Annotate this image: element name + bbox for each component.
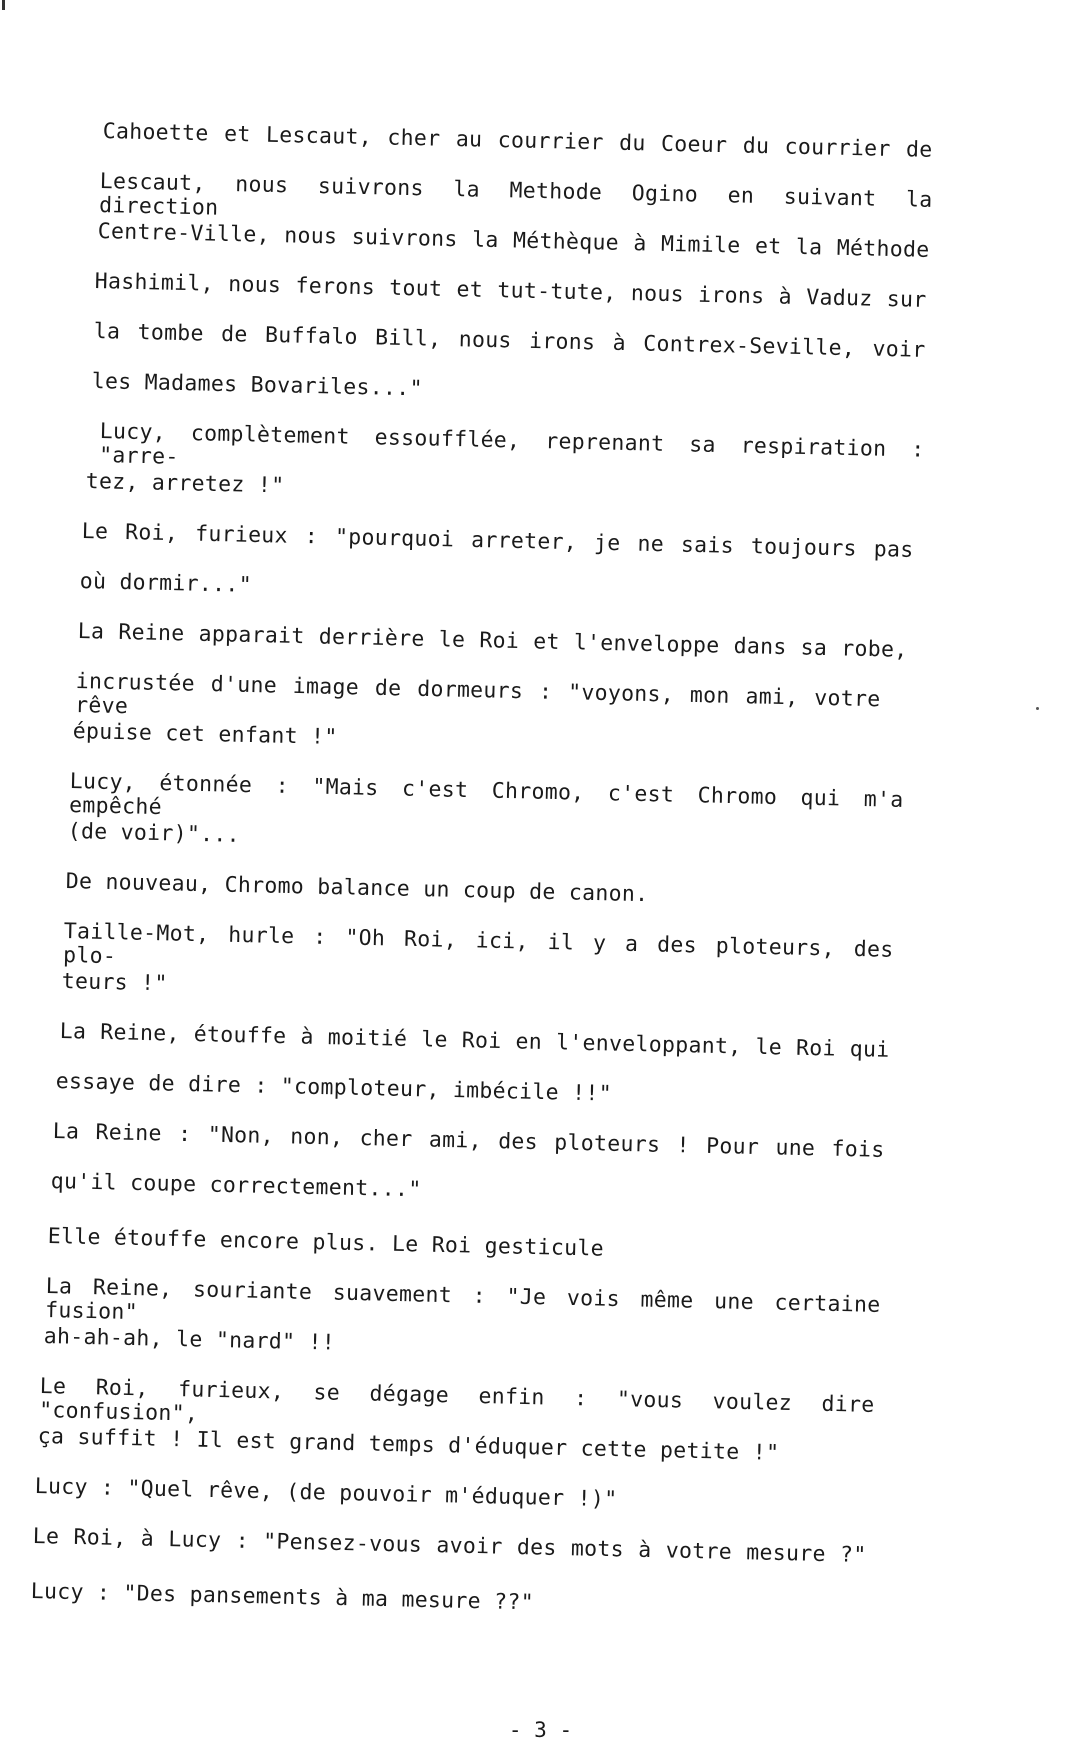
text-line: Lucy : "Quel rêve, (de pouvoir m'éduquer !)" [34,1474,618,1513]
text-line: Lucy : "Des pansements à ma mesure ??" [30,1579,535,1616]
text-line: Centre-Ville, nous suivrons la Méthèque à Mimile et la Méthode [97,219,930,263]
page-number: - 3 - [508,1718,573,1742]
text-line: incrustée d'une image de dormeurs : "voyons, mon ami, votre rêve [74,669,881,720]
text-line: Cahoette et Lescaut, cher au courrier du Coeur du courrier de [102,119,933,163]
scan-mark [2,0,5,10]
text-line: La Reine : "Non, non, cher ami, des ploteurs ! Pour une fois [52,1119,885,1163]
text-line: la tombe de Buffalo Bill, nous irons à Contrex-Seville, voir [93,319,926,363]
text-line: La Reine, étouffe à moitié le Roi en l'enveloppant, le Roi qui [59,1019,890,1063]
text-line: qu'il coupe correctement..." [50,1169,422,1203]
text-line: La Reine, souriante suavement : "Je vois même une certaine fusion" [44,1274,881,1326]
text-line: Lescaut, nous suivrons la Methode Ogino en suivant la direction [98,169,933,221]
text-line: Hashimil, nous ferons tout et tut-tute, nous irons à Vaduz sur [94,269,927,313]
text-line: épuise cet enfant !" [72,719,338,751]
text-line: ça suffit ! Il est grand temps d'éduquer cette petite !" [37,1424,780,1466]
scan-speck [1036,707,1039,710]
text-line: Lucy, complètement essoufflée, reprenant sa respiration : "arre- [98,419,925,470]
text-line: essaye de dire : "comploteur, imbécile !!" [55,1069,613,1107]
text-line: les Madames Bovariles..." [91,369,424,402]
text-line: ah-ah-ah, le "nard" !! [43,1324,336,1356]
text-line: (de voir)"... [67,819,241,848]
text-line: teurs !" [61,969,168,997]
text-line: Le Roi, furieux : "pourquoi arreter, je ne sais toujours pas [81,519,914,563]
text-line: Elle étouffe encore plus. Le Roi gesticule [47,1224,605,1262]
text-line: Taille-Mot, hurle : "Oh Roi, ici, il y a des ploteurs, des plo- [62,919,894,970]
text-line: où dormir..." [79,569,253,598]
text-line: La Reine apparait derrière le Roi et l'enveloppe dans sa robe, [77,619,908,663]
text-line: Le Roi, furieux, se dégage enfin : "vous voulez dire "confusion", [38,1374,875,1427]
text-line: Lucy, étonnée : "Mais c'est Chromo, c'est Chromo qui m'a empêché [68,769,904,821]
text-line: tez, arretez !" [85,469,285,499]
text-line: De nouveau, Chromo balance un coup de canon. [65,869,649,908]
text-line: Le Roi, à Lucy : "Pensez-vous avoir des mots à votre mesure ?" [32,1524,867,1568]
